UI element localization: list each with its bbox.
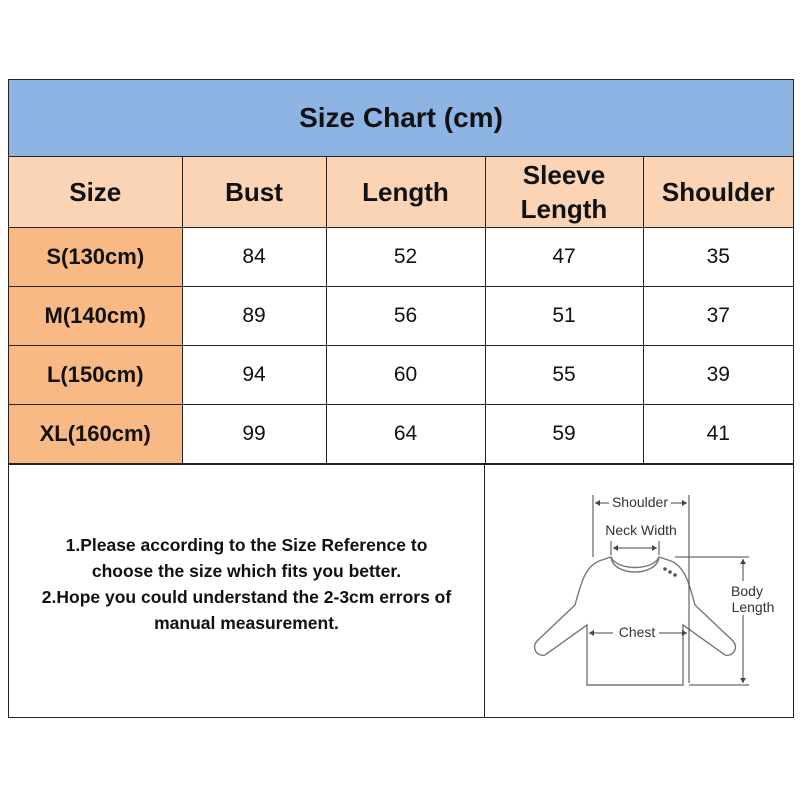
note-line: choose the size which fits you better. xyxy=(91,561,402,581)
table-row xyxy=(9,405,793,464)
header-bust: Bust xyxy=(182,157,326,228)
bust-cell: 84 xyxy=(182,228,326,287)
measurement-diagram xyxy=(485,464,793,717)
sleeve-cell: 59 xyxy=(485,405,643,464)
button-dot-icon xyxy=(668,570,672,574)
header-size: Size xyxy=(9,157,182,228)
neck-width-label: Neck Width xyxy=(605,522,677,538)
bust-cell: 99 xyxy=(182,405,326,464)
length-cell: 56 xyxy=(326,287,485,346)
header-sleeve-length-text: Sleeve Length xyxy=(520,160,608,224)
sleeve-cell: 47 xyxy=(485,228,643,287)
size-chart xyxy=(8,79,794,718)
table-row xyxy=(9,228,793,287)
shoulder-label: Shoulder xyxy=(611,494,669,510)
length-cell: 60 xyxy=(326,346,485,405)
size-cell: L(150cm) xyxy=(9,346,182,405)
shoulder-cell: 41 xyxy=(643,405,793,464)
note-line: 1.Please according to the Size Reference to xyxy=(65,535,428,555)
button-dot-icon xyxy=(673,573,677,577)
sweater-outline-icon xyxy=(535,557,736,685)
shoulder-cell: 37 xyxy=(643,287,793,346)
size-notes xyxy=(9,464,485,717)
header-row xyxy=(9,157,793,228)
sleeve-cell: 51 xyxy=(485,287,643,346)
chart-title: Size Chart (cm) xyxy=(9,80,793,157)
body-length-label-2: Length xyxy=(731,599,775,615)
header-length: Length xyxy=(326,157,485,228)
button-dot-icon xyxy=(663,567,667,571)
shirt-diagram-svg xyxy=(485,465,793,718)
chest-label: Chest xyxy=(618,624,656,640)
header-sleeve-length xyxy=(485,157,643,228)
sleeve-cell: 55 xyxy=(485,346,643,405)
bust-cell: 94 xyxy=(182,346,326,405)
length-cell: 64 xyxy=(326,405,485,464)
size-cell: S(130cm) xyxy=(9,228,182,287)
table-row xyxy=(9,287,793,346)
header-shoulder: Shoulder xyxy=(643,157,793,228)
note-line: 2.Hope you could understand the 2-3cm errors of xyxy=(41,587,452,607)
size-table xyxy=(9,157,793,464)
shoulder-cell: 35 xyxy=(643,228,793,287)
size-cell: M(140cm) xyxy=(9,287,182,346)
body-length-label-1: Body xyxy=(731,583,763,599)
length-cell: 52 xyxy=(326,228,485,287)
note-line: manual measurement. xyxy=(154,613,339,633)
shoulder-cell: 39 xyxy=(643,346,793,405)
bust-cell: 89 xyxy=(182,287,326,346)
table-row xyxy=(9,346,793,405)
neck-width-measure xyxy=(605,522,677,555)
size-cell: XL(160cm) xyxy=(9,405,182,464)
